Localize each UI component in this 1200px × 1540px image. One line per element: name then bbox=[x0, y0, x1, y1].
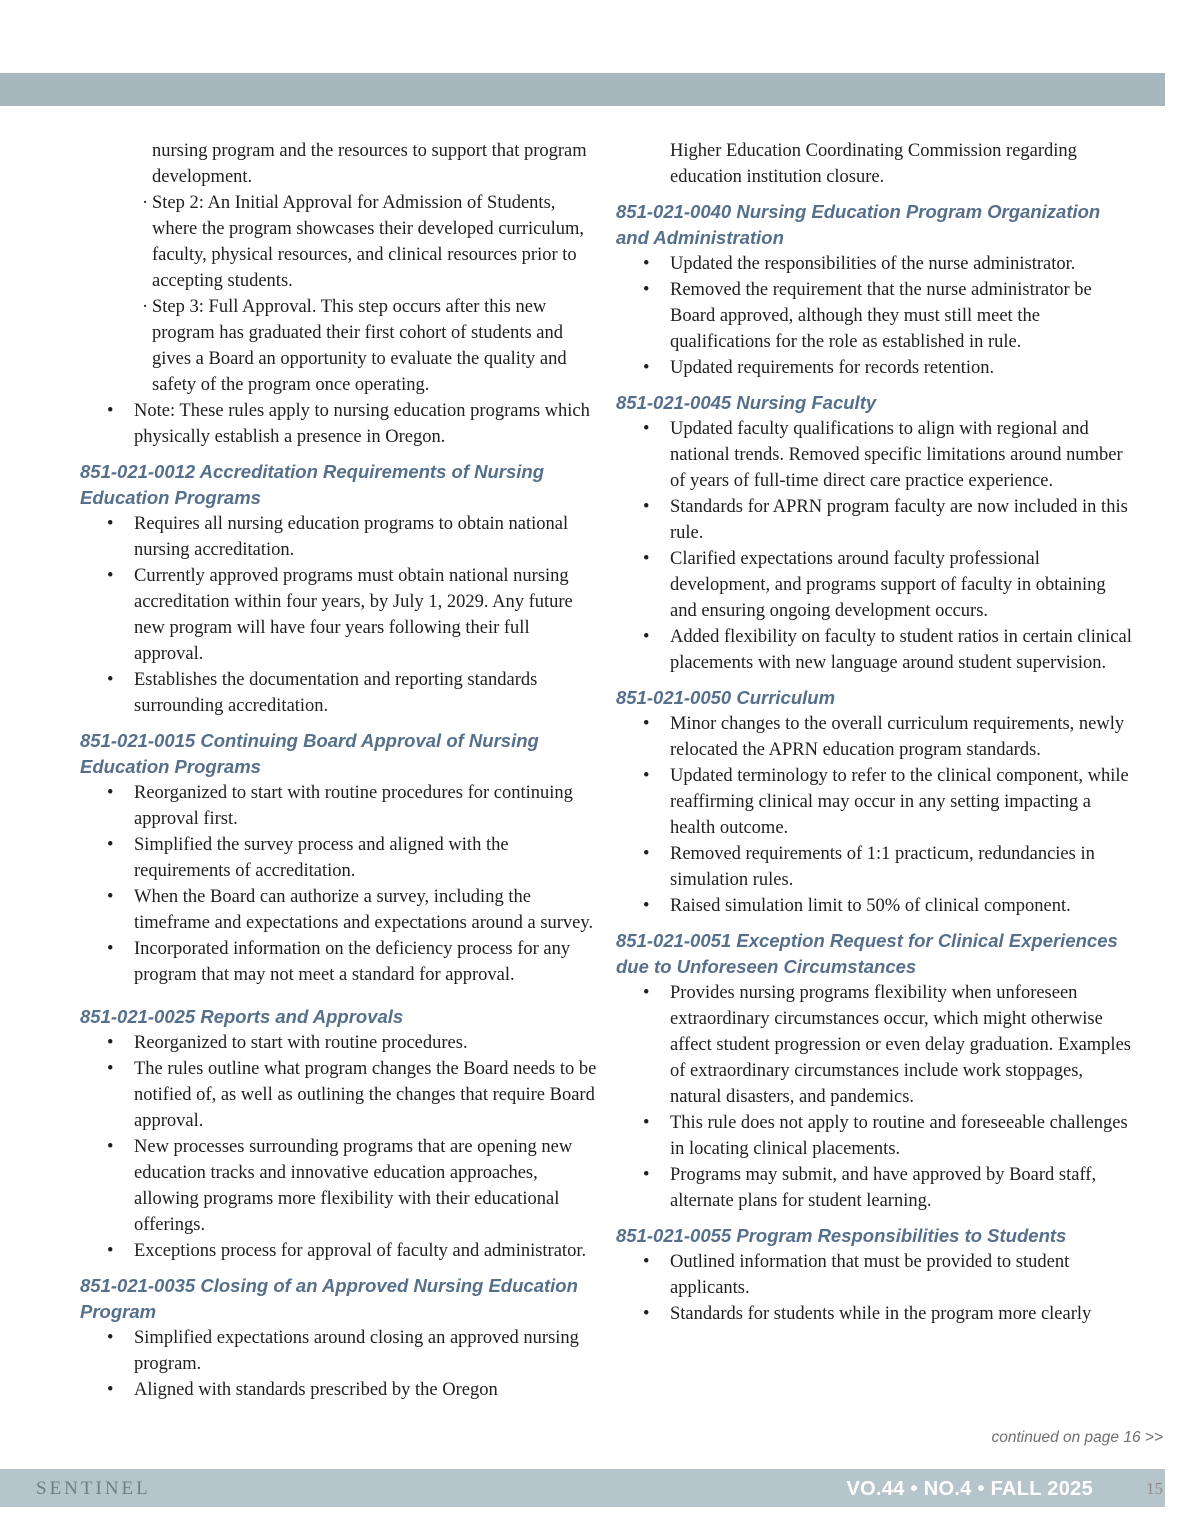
bullet-list bbox=[80, 1325, 600, 1403]
bullet-list bbox=[616, 251, 1136, 381]
list-item: • Note: These rules apply to nursing education programs which physically establish a presence in Oregon. bbox=[80, 398, 600, 450]
bullet-list bbox=[616, 416, 1136, 676]
list-item: • Updated faculty qualifications to align with regional and national trends. Removed specific limitations around number of years of full-time direct care practice experience. bbox=[616, 416, 1136, 494]
list-item: • Incorporated information on the deficiency process for any program that may not meet a standard for approval. bbox=[80, 936, 600, 988]
list-item: • Simplified expectations around closing an approved nursing program. bbox=[80, 1325, 600, 1377]
section-heading: 851-021-0035 Closing of an Approved Nursing Education Program bbox=[80, 1275, 578, 1322]
section-heading: 851-021-0050 Curriculum bbox=[616, 687, 836, 708]
list-item: • Requires all nursing education programs to obtain national nursing accreditation. bbox=[80, 511, 600, 563]
issue-label: VO.44 • NO.4 • FALL 2025 bbox=[846, 1478, 1093, 1500]
section-heading: 851-021-0045 Nursing Faculty bbox=[616, 392, 877, 413]
list-item: · Step 3: Full Approval. This step occurs after this new program has graduated their first cohort of students and gives a Board an opportunity to evaluate the quality and safety of the program once operating. bbox=[80, 294, 600, 398]
section-heading: 851-021-0012 Accreditation Requirements of Nursing Education Programs bbox=[80, 461, 545, 508]
section-heading: 851-021-0015 Continuing Board Approval of Nursing Education Programs bbox=[80, 730, 539, 777]
section-heading: 851-021-0055 Program Responsibilities to Students bbox=[616, 1225, 1067, 1246]
list-item: • Programs may submit, and have approved by Board staff, alternate plans for student learning. bbox=[616, 1162, 1136, 1214]
bullet-list bbox=[80, 511, 600, 719]
right-column bbox=[616, 138, 1136, 1327]
list-item: • New processes surrounding programs that are opening new education tracks and innovative education approaches, allowing programs more flexibility with their educational offerings. bbox=[80, 1134, 600, 1238]
bullet-list bbox=[80, 780, 600, 988]
list-item: • The rules outline what program changes the Board needs to be notified of, as well as outlining the changes that require Board approval. bbox=[80, 1056, 600, 1134]
list-item: • Aligned with standards prescribed by the Oregon bbox=[80, 1377, 600, 1403]
list-item: • Exceptions process for approval of faculty and administrator. bbox=[80, 1238, 600, 1264]
left-column bbox=[80, 138, 600, 1403]
list-item: • Provides nursing programs flexibility when unforeseen extraordinary circumstances occur, which might otherwise affect student progression or even delay graduation. Examples of extraordinary circumstances include work stoppages, natural disasters, and pandemics. bbox=[616, 980, 1136, 1110]
page-number: 15 bbox=[1146, 1479, 1163, 1498]
list-item: • Standards for students while in the program more clearly bbox=[616, 1301, 1136, 1327]
list-item: • Minor changes to the overall curriculum requirements, newly relocated the APRN education program standards. bbox=[616, 711, 1136, 763]
list-item: • This rule does not apply to routine and foreseeable challenges in locating clinical placements. bbox=[616, 1110, 1136, 1162]
list-item: • Updated requirements for records retention. bbox=[616, 355, 1136, 381]
section-heading: 851-021-0051 Exception Request for Clinical Experiences due to Unforeseen Circumstances bbox=[616, 930, 1118, 977]
continuation-text: Higher Education Coordinating Commission regarding education institution closure. bbox=[670, 141, 1077, 187]
note-list bbox=[80, 398, 600, 450]
list-item: • Standards for APRN program faculty are now included in this rule. bbox=[616, 494, 1136, 546]
list-item: • Currently approved programs must obtain national nursing accreditation within four years, by July 1, 2029. Any future new program will have four years following their full approval. bbox=[80, 563, 600, 667]
bullet-list bbox=[616, 711, 1136, 919]
publication-title: SENTINEL bbox=[36, 1478, 151, 1499]
list-item: • Outlined information that must be provided to student applicants. bbox=[616, 1249, 1136, 1301]
list-item: • Updated the responsibilities of the nurse administrator. bbox=[616, 251, 1136, 277]
section-heading: 851-021-0025 Reports and Approvals bbox=[80, 1006, 404, 1027]
list-item: • Updated terminology to refer to the clinical component, while reaffirming clinical may occur in any setting impacting a health outcome. bbox=[616, 763, 1136, 841]
list-item: • Removed requirements of 1:1 practicum, redundancies in simulation rules. bbox=[616, 841, 1136, 893]
list-item: • Simplified the survey process and aligned with the requirements of accreditation. bbox=[80, 832, 600, 884]
continuation-text: nursing program and the resources to support that program development. bbox=[152, 141, 587, 187]
continued-link[interactable]: continued on page 16 >> bbox=[991, 1429, 1163, 1446]
list-item: • Reorganized to start with routine procedures for continuing approval first. bbox=[80, 780, 600, 832]
list-item: • Reorganized to start with routine procedures. bbox=[80, 1030, 600, 1056]
list-item: • When the Board can authorize a survey, including the timeframe and expectations and expectations around a survey. bbox=[80, 884, 600, 936]
list-item: • Added flexibility on faculty to student ratios in certain clinical placements with new language around student supervision. bbox=[616, 624, 1136, 676]
section-heading: 851-021-0040 Nursing Education Program Organization and Administration bbox=[616, 201, 1101, 248]
approval-steps-list bbox=[80, 190, 600, 398]
bullet-list bbox=[80, 1030, 600, 1264]
list-item: • Establishes the documentation and reporting standards surrounding accreditation. bbox=[80, 667, 600, 719]
bullet-list bbox=[616, 980, 1136, 1214]
list-item: • Raised simulation limit to 50% of clinical component. bbox=[616, 893, 1136, 919]
list-item: · Step 2: An Initial Approval for Admission of Students, where the program showcases their developed curriculum, faculty, physical resources, and clinical resources prior to accepting students. bbox=[80, 190, 600, 294]
header-band bbox=[0, 73, 1165, 106]
list-item: • Clarified expectations around faculty professional development, and programs support of faculty in obtaining and ensuring ongoing development occurs. bbox=[616, 546, 1136, 624]
list-item: • Removed the requirement that the nurse administrator be Board approved, although they must still meet the qualifications for the role as established in rule. bbox=[616, 277, 1136, 355]
bullet-list bbox=[616, 1249, 1136, 1327]
